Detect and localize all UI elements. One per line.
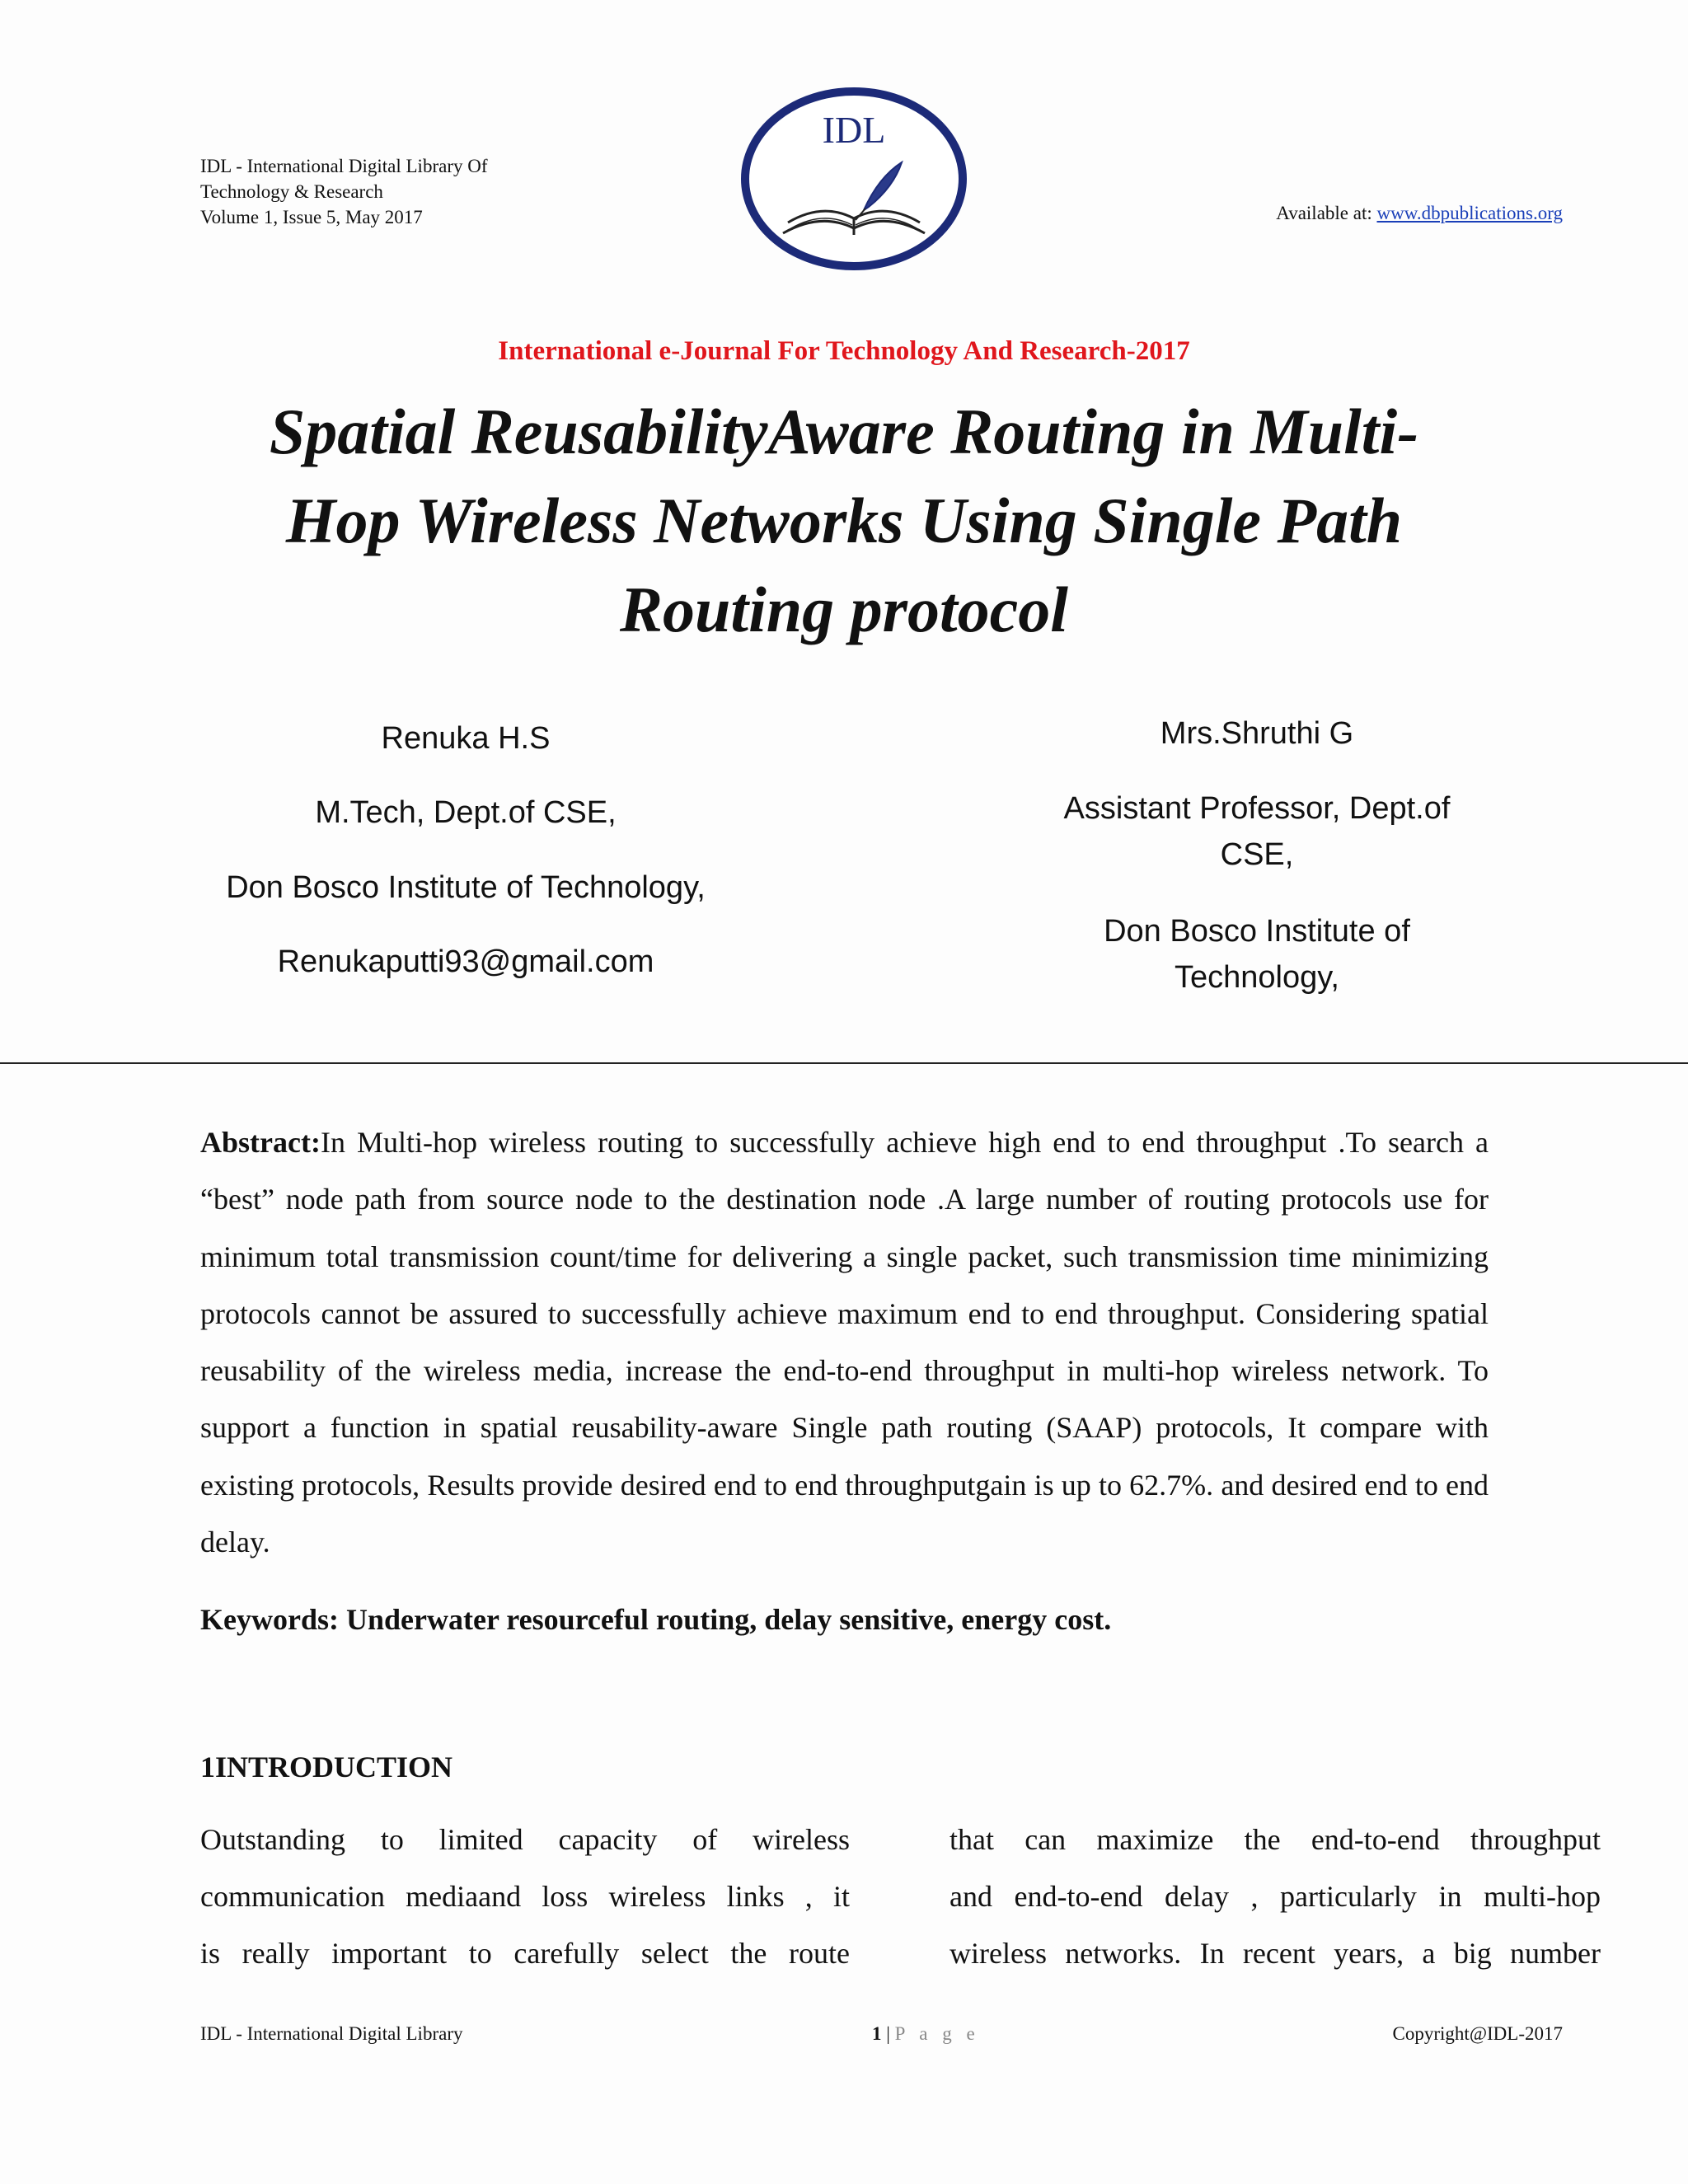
title-line-3: Routing protocol [620,574,1068,645]
title-line-1: Spatial ReusabilityAware Routing in Multi- [269,396,1419,467]
available-label: Available at: [1276,203,1377,223]
abstract-text: In Multi-hop wireless routing to successfully achieve high end to end throughput .To search a “best” node path from source node to the destination node .A large number of routing protocols use for minimum total transmission count/time for delivering a single packet, such transmission time minimizing protocols cannot be assured to successfully achieve maximum end to end throughput. Considering spatial reusability of the wireless media, increase the end-to-end throughput in multi-hop wireless network. To support a function in spatial reusability-aware Single path routing (SAAP) protocols, It compare with existing protocols, Results provide desired end to end throughputgain is up to 62.7%. and desired end to end delay. [200,1126,1489,1559]
author-2-position-line-1: Assistant Professor, Dept.of [1063,791,1451,826]
paper-title [165,387,1523,654]
author-1-name: Renuka H.S [381,721,551,756]
title-line-2: Hop Wireless Networks Using Single Path [285,485,1403,556]
page-separator: | [881,2023,895,2044]
keywords: Keywords: Underwater resourceful routing, delay sensitive, energy cost. [200,1603,1112,1636]
intro-column-right [950,1811,1601,1982]
intro-right-line: wireless networks. In recent years, a big number [950,1937,1601,1970]
footer-page-number [872,2023,980,2045]
author-1-degree: M.Tech, Dept.of CSE, [315,795,617,830]
author-1-institute: Don Bosco Institute of Technology, [226,870,706,905]
intro-right-line: and end-to-end delay , particularly in multi-hop [950,1880,1601,1913]
page-number: 1 [872,2023,882,2044]
intro-left-line: is really important to carefully select the route [200,1937,850,1970]
header-divider [0,1062,1688,1064]
author-2-institute-line-1: Don Bosco Institute of [1104,914,1410,949]
footer-copyright: Copyright@IDL-2017 [1392,2023,1563,2044]
publisher-link[interactable]: www.dbpublications.org [1376,203,1563,223]
logo-text: IDL [822,109,886,151]
author-1-email: Renukaputti93@gmail.com [277,944,654,979]
section-heading-introduction: 1INTRODUCTION [200,1750,453,1783]
intro-right-line: that can maximize the end-to-end throughput [950,1823,1601,1856]
page-label: P a g e [894,2023,980,2044]
author-2-position-line-2: CSE, [1220,837,1294,872]
intro-left-line: Outstanding to limited capacity of wireless [200,1823,850,1856]
header-line-2: Technology & Research [200,181,383,202]
journal-name: International e-Journal For Technology And Research-2017 [498,336,1190,366]
intro-left-line: communication mediaand loss wireless links , it [200,1880,850,1913]
author-2-institute-line-2: Technology, [1175,960,1339,995]
abstract [200,1114,1489,1571]
author-2-institute [1006,908,1508,1001]
intro-column-left [200,1811,850,1982]
header-line-1: IDL - International Digital Library Of [200,156,488,176]
abstract-label: Abstract: [200,1126,321,1159]
journal-header-info [200,153,488,230]
author-2-position [1006,785,1508,878]
footer-library: IDL - International Digital Library [200,2023,463,2044]
author-2-name: Mrs.Shruthi G [1160,716,1354,751]
header-volume-issue: Volume 1, Issue 5, May 2017 [200,207,423,227]
idl-logo [740,87,968,271]
availability-info [1276,203,1563,224]
